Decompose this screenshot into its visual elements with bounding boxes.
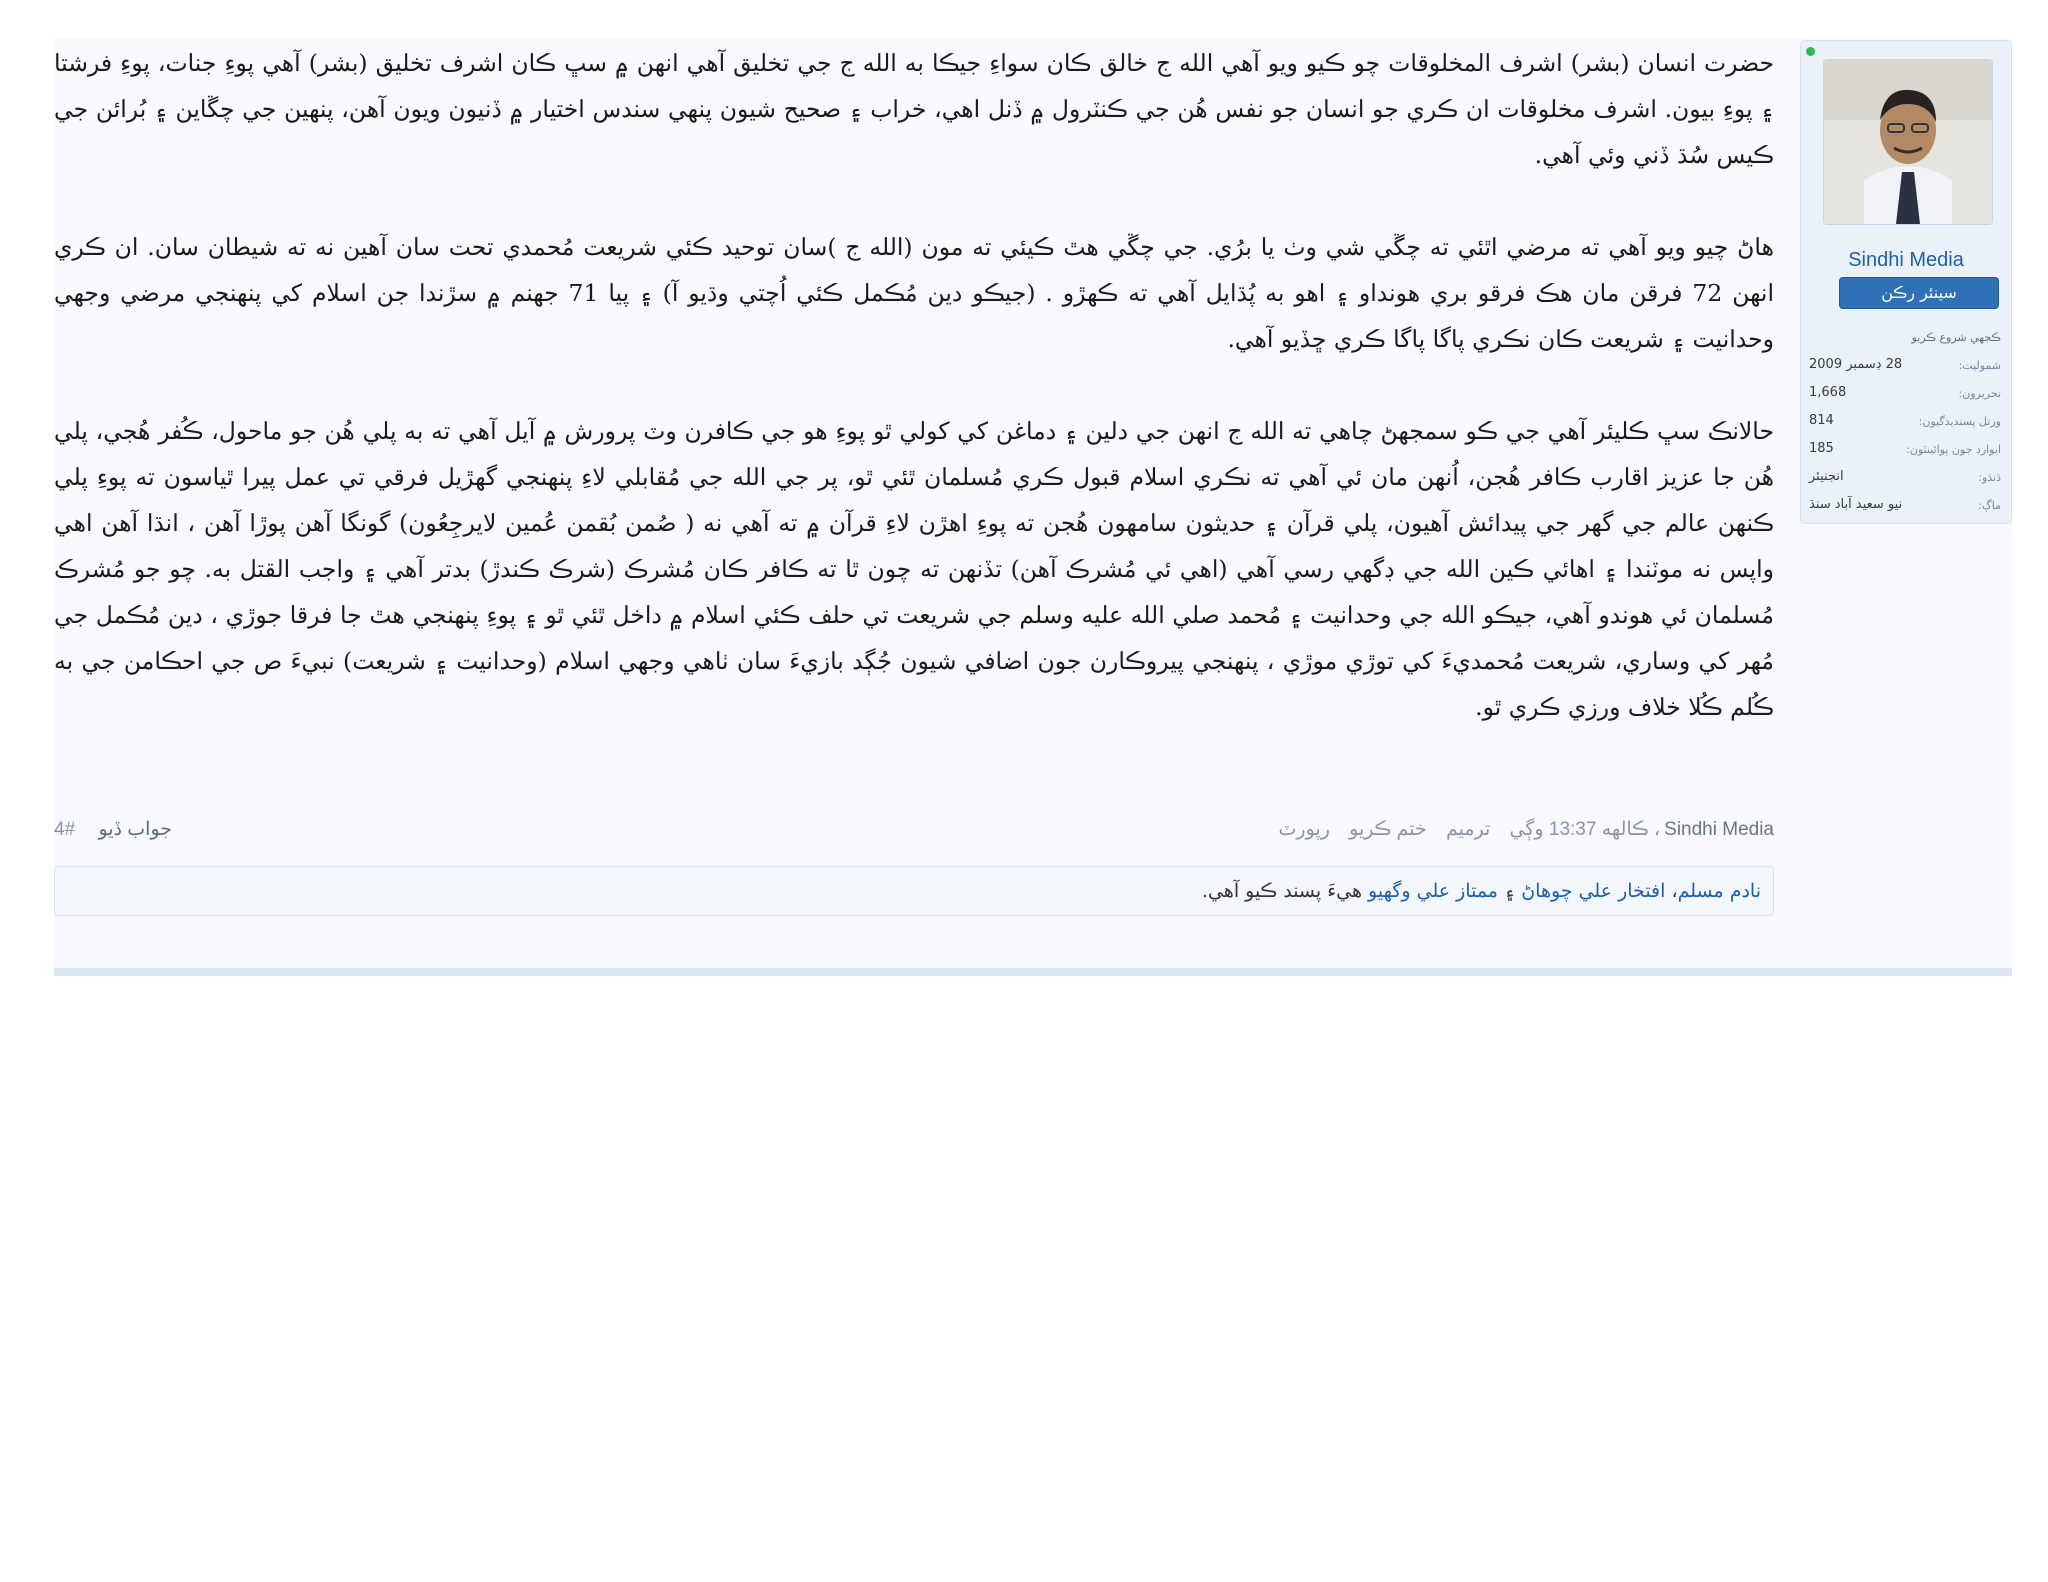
stat-row: [1809, 493, 2001, 521]
liker-link[interactable]: افتخار علي چوهاڻ: [1521, 880, 1666, 902]
post-controls: [54, 818, 190, 841]
stat-label: تحريرون:: [1958, 387, 2001, 400]
liker-link[interactable]: نادم مسلم: [1677, 880, 1761, 902]
post-message: [54, 40, 1774, 730]
stat-label: ايوارڊ جون پوائينٽون:: [1906, 443, 2001, 456]
reply-link[interactable]: جواب ڏيو: [98, 819, 173, 840]
avatar-image: [1824, 60, 1992, 224]
user-title-badge: سينئر رڪن: [1839, 277, 1999, 309]
stat-value: 28 ڊسمبر 2009: [1809, 357, 1903, 372]
stat-row[interactable]: [1809, 325, 2001, 353]
avatar[interactable]: [1823, 59, 1993, 225]
post-meta: Sindhi Media، ڪالهه 13:37 وڳي ترميم ختم ڪريو رپورٽ: [1278, 819, 1774, 840]
stat-value[interactable]: 1,668: [1809, 385, 1847, 400]
online-status-icon: [1806, 47, 1815, 56]
post-author-link[interactable]: Sindhi Media: [1664, 819, 1774, 840]
username-link[interactable]: Sindhi Media: [1848, 249, 1964, 271]
stat-label: ماڳ:: [1978, 499, 2001, 512]
stat-value: 814: [1809, 413, 1834, 428]
stat-label: ڪجهي شروع ڪريو: [1911, 331, 2001, 344]
edit-link[interactable]: ترميم: [1445, 819, 1491, 840]
stat-value: نيو سعيد آباد سنڌ: [1809, 497, 1903, 512]
stat-value: انجنيئر: [1809, 469, 1844, 484]
stat-row: [1809, 381, 2001, 409]
likes-conjunction: ۽: [1504, 880, 1516, 902]
post-divider: [54, 968, 2012, 976]
stat-row: [1809, 437, 2001, 465]
liker-link[interactable]: ممتاز علي وگهيو: [1368, 880, 1498, 902]
stat-row: [1809, 465, 2001, 493]
delete-link[interactable]: ختم ڪريو: [1349, 819, 1427, 840]
stat-label: ورتل پسنديدگيون:: [1918, 415, 2001, 428]
stat-row: [1809, 409, 2001, 437]
message-paragraph: هاڻ چيو ويو آهي ته مرضي اٿئي ته چڱي شي وٺ يا برُي. جي چڱي هٿ ڪيئي ته مون (الله ج )سان توحيد ڪئي شريعت مُحمدي تحت سان آهين نه ته شيطان سان. ان ڪري انهن 72 فرقن مان هڪ فرقو بري هونداو ۽ اهو به پُڌايل آهي ته ڪهڙو . (جيڪو دين مُڪمل ڪئي اُچتي وڌيو آ) ۽ پيا 71 جهنم ۾ سڙندا جن اسلام کي پنهنجي مرضي وجهي وحدانيت ۽ شريعت ڪان نڪري پاگا پاگا ڪري ڇڏيو آهي.: [54, 233, 1774, 353]
stat-label: ڌنڌو:: [1978, 471, 2001, 484]
stat-row: [1809, 353, 2001, 381]
likes-suffix: هيءَ پسند ڪيو آهي.: [1201, 880, 1362, 902]
message-paragraph: حضرت انسان (بشر) اشرف المخلوقات چو ڪيو ويو آهي الله ج خالق ڪان سواءِ جيڪا به الله ج جي تخليق آهي انهن ۾ سڀ ڪان اشرف تخليق (بشر) آهي پوءِ جنات، پوءِ فرشتا ۽ پوءِ بيون. اشرف مخلوقات ان ڪري جو انسان جو نفس هُن جي ڪنٽرول ۾ ڏنل اهي، خراب ۽ صحيح شيون پنهي سندس اختيار ۾ ڏنيون ويون آهن، پنهين جي چڱاين ۽ بُرائن جي ڪيس سُڌ ڏني وئي آهي.: [54, 49, 1774, 169]
message-paragraph: حالانڪ سڀ ڪليئر آهي جي ڪو سمجهڻ چاهي ته الله ج انهن جي دلين ۽ دماغن کي کولي ٿو پوءِ هو جي ڪافرن وٽ پرورش ۾ آيل آهي ته به پلي هُن جو ماحول، ڪُفر هُجي، پلي هُن جا عزيز اقارب ڪافر هُجن، اُنهن مان ئي آهي ته نڪري اسلام قبول ڪري مُسلمان ٿئي ٿو، پر جي الله جي مُقابلي لاءِ پنهنجي گهڙيل فرقي تي عمل پيرا ٿياسون ته پوءِ پلي ڪنهن عالم جي گهر جي پيدائش آهيون، پلي قرآن ۽ حديثون سامهون هُجن ته پوءِ اهڙن لاءِ قرآن ۾ ته آهي نه ( صُمن بُقمن عُمين لايرجِعُون) گونگا آهن پوڙا آهن ، انڌا آهن اهي واپس نه موٽندا ۽ اهائي ڪين الله جي ڊگهي رسي آهي (اهي ئي مُشرڪ آهن) تڏنهن ته چون ٿا ته ڪافر ڪان مُشرڪ (شرڪ ڪندڙ) بدتر آهي ۽ واجب القتل به. چو جو مُشرڪ مُسلمان ئي هوندو آهي، جيڪو الله جي وحدانيت ۽ مُحمد صلي الله عليه وسلم جي شريعت تي حلف ڪئي اسلام ۾ داخل ٿئي ٿو ۽ پوءِ پنهنجي هٿ جا فرقا جوڙي ، دين مُڪمل جي مُهر کي وساري، شريعت مُحمديءَ کي توڙي موڙي ، پنهنجي پيروڪارن جون اضافي شيون جُڳد بازيءَ سان ٺاهي وجهي اسلام (وحدانيت ۽ شريعت) نبيءَ ص جي احڪامن جي به ڪُلم ڪُلا خلاف ورزي ڪري ٿو.: [54, 417, 1774, 721]
post-number-link[interactable]: #4: [54, 819, 76, 840]
stat-value[interactable]: 185: [1809, 441, 1834, 456]
post-date[interactable]: ڪالهه 13:37 وڳي: [1509, 819, 1649, 840]
user-info-panel: [1800, 40, 2012, 524]
report-link[interactable]: رپورٽ: [1278, 819, 1330, 840]
post-footer: [54, 812, 1774, 852]
user-stats: [1809, 325, 2001, 521]
likes-summary: نادم مسلم، افتخار علي چوهاڻ ۽ ممتاز علي وگهيو هيءَ پسند ڪيو آهي.: [54, 866, 1774, 916]
stat-label: شموليت:: [1958, 359, 2001, 372]
